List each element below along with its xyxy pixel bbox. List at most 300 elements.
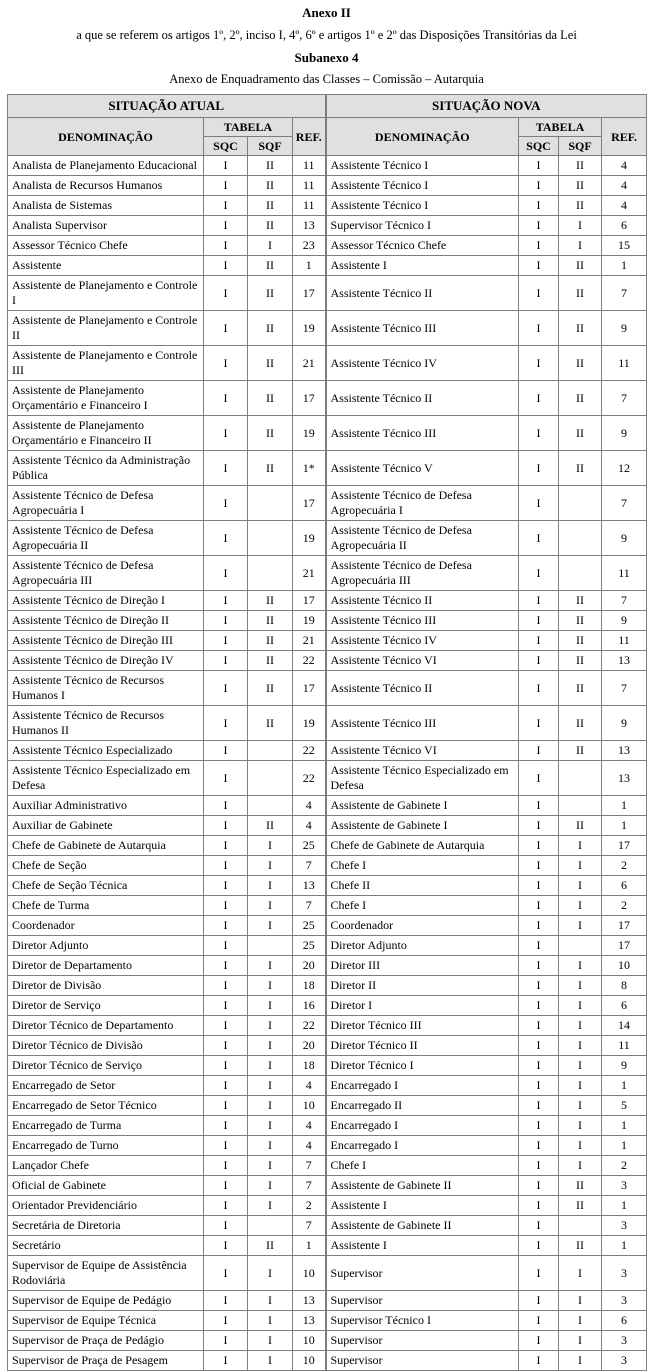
cell-nova-ref: 5 (602, 1096, 647, 1116)
cell-atual-sqf: I (248, 1136, 293, 1156)
cell-atual-ref: 13 (293, 1311, 326, 1331)
document-header (0, 0, 653, 87)
cell-atual-sqc: I (204, 956, 248, 976)
cell-nova-sqf: I (559, 216, 602, 236)
cell-nova-sqc: I (519, 1156, 559, 1176)
cell-nova-sqf: II (559, 416, 602, 451)
cell-nova-denominacao: Assistente Técnico II (326, 381, 519, 416)
cell-atual-sqf: I (248, 1176, 293, 1196)
cell-atual-sqc: I (204, 1311, 248, 1331)
cell-atual-denominacao: Diretor de Departamento (8, 956, 204, 976)
cell-atual-sqf: II (248, 451, 293, 486)
cell-nova-ref: 11 (602, 1036, 647, 1056)
cell-atual-sqf: II (248, 346, 293, 381)
cell-nova-denominacao: Supervisor (326, 1351, 519, 1371)
cell-atual-sqc: I (204, 741, 248, 761)
cell-nova-sqc: I (519, 1176, 559, 1196)
cell-atual-ref: 20 (293, 1036, 326, 1056)
cell-nova-sqf: II (559, 671, 602, 706)
cell-atual-sqc: I (204, 936, 248, 956)
cell-nova-denominacao: Assistente Técnico III (326, 311, 519, 346)
cell-nova-ref: 9 (602, 521, 647, 556)
cell-nova-denominacao: Supervisor Técnico I (326, 216, 519, 236)
table-row (8, 1331, 647, 1351)
cell-atual-denominacao: Secretário (8, 1236, 204, 1256)
cell-nova-denominacao: Diretor Técnico III (326, 1016, 519, 1036)
cell-atual-denominacao: Assistente (8, 256, 204, 276)
cell-atual-ref: 7 (293, 1216, 326, 1236)
table-row (8, 876, 647, 896)
cell-atual-denominacao: Assistente Técnico de Direção III (8, 631, 204, 651)
cell-nova-ref: 11 (602, 631, 647, 651)
cell-atual-denominacao: Supervisor de Praça de Pesagem (8, 1351, 204, 1371)
cell-atual-sqf: I (248, 956, 293, 976)
cell-nova-sqc: I (519, 761, 559, 796)
cell-atual-sqc: I (204, 671, 248, 706)
table-row (8, 216, 647, 236)
cell-nova-ref: 2 (602, 1156, 647, 1176)
cell-atual-denominacao: Supervisor de Equipe Técnica (8, 1311, 204, 1331)
cell-atual-sqf (248, 556, 293, 591)
cell-nova-sqc: I (519, 276, 559, 311)
cell-atual-sqc: I (204, 1076, 248, 1096)
table-row (8, 631, 647, 651)
cell-atual-denominacao: Encarregado de Turma (8, 1116, 204, 1136)
cell-nova-sqc: I (519, 1096, 559, 1116)
cell-nova-ref: 3 (602, 1351, 647, 1371)
cell-nova-denominacao: Chefe I (326, 896, 519, 916)
cell-atual-sqc: I (204, 1331, 248, 1351)
cell-nova-denominacao: Assistente Técnico IV (326, 346, 519, 381)
cell-atual-sqf (248, 936, 293, 956)
cell-nova-denominacao: Supervisor Técnico I (326, 1311, 519, 1331)
table-row (8, 591, 647, 611)
table-row (8, 451, 647, 486)
cell-atual-ref: 2 (293, 1196, 326, 1216)
cell-atual-ref: 17 (293, 671, 326, 706)
cell-atual-denominacao: Diretor Técnico de Divisão (8, 1036, 204, 1056)
cell-nova-sqc: I (519, 256, 559, 276)
table-row (8, 1076, 647, 1096)
cell-nova-ref: 6 (602, 876, 647, 896)
cell-nova-sqc: I (519, 956, 559, 976)
table-row (8, 671, 647, 706)
cell-nova-ref: 14 (602, 1016, 647, 1036)
cell-nova-sqf (559, 936, 602, 956)
cell-nova-ref: 3 (602, 1256, 647, 1291)
table-row (8, 1056, 647, 1076)
table-row (8, 1256, 647, 1291)
cell-nova-ref: 8 (602, 976, 647, 996)
cell-nova-sqf: I (559, 1096, 602, 1116)
table-row (8, 856, 647, 876)
cell-nova-sqc: I (519, 1216, 559, 1236)
cell-nova-ref: 7 (602, 276, 647, 311)
cell-atual-sqf: II (248, 706, 293, 741)
col-header-sqc-atual: SQC (204, 137, 248, 156)
cell-nova-denominacao: Assistente de Gabinete II (326, 1176, 519, 1196)
cell-nova-sqf: II (559, 816, 602, 836)
cell-atual-sqf: I (248, 856, 293, 876)
cell-nova-sqf: II (559, 256, 602, 276)
cell-nova-sqf: I (559, 856, 602, 876)
cell-nova-sqf: I (559, 916, 602, 936)
cell-atual-sqc: I (204, 346, 248, 381)
cell-nova-ref: 13 (602, 741, 647, 761)
cell-nova-sqf: II (559, 196, 602, 216)
table-body (8, 156, 647, 1371)
cell-nova-denominacao: Assistente Técnico de Defesa Agropecuária III (326, 556, 519, 591)
cell-atual-sqc: I (204, 1096, 248, 1116)
table-row (8, 381, 647, 416)
cell-atual-denominacao: Assistente Técnico de Recursos Humanos II (8, 706, 204, 741)
cell-atual-ref: 10 (293, 1256, 326, 1291)
cell-nova-sqc: I (519, 1236, 559, 1256)
cell-atual-sqf: II (248, 816, 293, 836)
cell-nova-sqc: I (519, 896, 559, 916)
cell-nova-sqc: I (519, 1076, 559, 1096)
cell-nova-sqf: II (559, 1196, 602, 1216)
cell-atual-ref: 17 (293, 276, 326, 311)
cell-atual-sqf: II (248, 196, 293, 216)
cell-nova-sqc: I (519, 311, 559, 346)
cell-atual-sqc: I (204, 1236, 248, 1256)
cell-nova-sqc: I (519, 1196, 559, 1216)
cell-nova-sqf: II (559, 451, 602, 486)
cell-atual-ref: 25 (293, 916, 326, 936)
cell-nova-denominacao: Assistente Técnico I (326, 156, 519, 176)
cell-atual-sqc: I (204, 556, 248, 591)
cell-atual-sqc: I (204, 796, 248, 816)
cell-atual-ref: 7 (293, 856, 326, 876)
cell-atual-sqf (248, 741, 293, 761)
cell-atual-ref: 20 (293, 956, 326, 976)
table-row (8, 276, 647, 311)
group-header-situacao-nova: SITUAÇÃO NOVA (326, 95, 647, 118)
table-row (8, 996, 647, 1016)
cell-atual-denominacao: Supervisor de Equipe de Assistência Rodoviária (8, 1256, 204, 1291)
cell-atual-ref: 19 (293, 311, 326, 346)
cell-nova-ref: 7 (602, 486, 647, 521)
cell-atual-denominacao: Assistente Técnico de Direção II (8, 611, 204, 631)
cell-nova-ref: 7 (602, 591, 647, 611)
cell-nova-ref: 1 (602, 1076, 647, 1096)
table-row (8, 196, 647, 216)
table-row (8, 836, 647, 856)
cell-nova-sqf (559, 556, 602, 591)
cell-atual-sqf: I (248, 1156, 293, 1176)
cell-atual-sqf: II (248, 216, 293, 236)
col-header-tabela-nova: TABELA (519, 118, 602, 137)
cell-atual-sqc: I (204, 1116, 248, 1136)
cell-atual-denominacao: Auxiliar de Gabinete (8, 816, 204, 836)
cell-nova-ref: 7 (602, 671, 647, 706)
cell-nova-ref: 9 (602, 706, 647, 741)
cell-nova-denominacao: Supervisor (326, 1331, 519, 1351)
col-header-sqf-nova: SQF (559, 137, 602, 156)
cell-atual-sqf: I (248, 836, 293, 856)
cell-nova-denominacao: Encarregado II (326, 1096, 519, 1116)
cell-nova-ref: 9 (602, 416, 647, 451)
cell-atual-denominacao: Diretor Adjunto (8, 936, 204, 956)
cell-nova-sqf: I (559, 1156, 602, 1176)
cell-nova-sqf (559, 761, 602, 796)
cell-nova-sqc: I (519, 1056, 559, 1076)
cell-atual-ref: 1 (293, 1236, 326, 1256)
cell-atual-sqc: I (204, 611, 248, 631)
cell-nova-sqc: I (519, 176, 559, 196)
cell-atual-sqc: I (204, 816, 248, 836)
cell-atual-ref: 4 (293, 1116, 326, 1136)
cell-atual-denominacao: Secretária de Diretoria (8, 1216, 204, 1236)
enquadramento-table (7, 94, 647, 1371)
table-row (8, 816, 647, 836)
cell-atual-sqc: I (204, 761, 248, 796)
cell-nova-denominacao: Assistente Técnico VI (326, 651, 519, 671)
cell-nova-sqf (559, 1216, 602, 1236)
cell-atual-sqf (248, 796, 293, 816)
cell-atual-denominacao: Auxiliar Administrativo (8, 796, 204, 816)
cell-atual-ref: 10 (293, 1096, 326, 1116)
cell-atual-ref: 25 (293, 936, 326, 956)
cell-nova-sqc: I (519, 381, 559, 416)
cell-nova-sqc: I (519, 521, 559, 556)
cell-nova-denominacao: Assistente de Gabinete I (326, 796, 519, 816)
cell-nova-sqf: I (559, 1116, 602, 1136)
cell-atual-denominacao: Assessor Técnico Chefe (8, 236, 204, 256)
cell-atual-sqf: II (248, 416, 293, 451)
cell-nova-ref: 1 (602, 256, 647, 276)
cell-nova-ref: 3 (602, 1291, 647, 1311)
cell-nova-sqc: I (519, 486, 559, 521)
cell-nova-sqf: I (559, 236, 602, 256)
cell-nova-denominacao: Assistente Técnico IV (326, 631, 519, 651)
cell-atual-denominacao: Assistente Técnico Especializado (8, 741, 204, 761)
cell-nova-ref: 1 (602, 1136, 647, 1156)
cell-atual-sqf: II (248, 671, 293, 706)
cell-nova-ref: 3 (602, 1331, 647, 1351)
cell-nova-ref: 2 (602, 896, 647, 916)
cell-atual-sqf: I (248, 1076, 293, 1096)
cell-nova-denominacao: Assistente de Gabinete I (326, 816, 519, 836)
cell-nova-sqc: I (519, 156, 559, 176)
cell-nova-sqf: II (559, 591, 602, 611)
cell-nova-denominacao: Diretor I (326, 996, 519, 1016)
cell-atual-denominacao: Oficial de Gabinete (8, 1176, 204, 1196)
table-row (8, 486, 647, 521)
table-row (8, 1016, 647, 1036)
cell-nova-ref: 4 (602, 156, 647, 176)
cell-atual-sqf: I (248, 1311, 293, 1331)
table-row (8, 1351, 647, 1371)
cell-atual-sqc: I (204, 216, 248, 236)
table-row (8, 416, 647, 451)
table-row (8, 761, 647, 796)
cell-nova-sqc: I (519, 671, 559, 706)
cell-atual-sqf: II (248, 611, 293, 631)
col-header-tabela-atual: TABELA (204, 118, 293, 137)
cell-atual-denominacao: Coordenador (8, 916, 204, 936)
cell-atual-sqc: I (204, 896, 248, 916)
cell-nova-sqf: I (559, 1136, 602, 1156)
cell-nova-sqf: I (559, 956, 602, 976)
cell-nova-ref: 15 (602, 236, 647, 256)
table-row (8, 256, 647, 276)
cell-nova-denominacao: Assistente Técnico III (326, 706, 519, 741)
table-row (8, 1156, 647, 1176)
cell-atual-sqc: I (204, 451, 248, 486)
cell-atual-sqc: I (204, 1136, 248, 1156)
cell-atual-denominacao: Diretor Técnico de Departamento (8, 1016, 204, 1036)
cell-nova-sqf: I (559, 976, 602, 996)
cell-atual-denominacao: Analista Supervisor (8, 216, 204, 236)
cell-atual-sqc: I (204, 176, 248, 196)
cell-atual-ref: 13 (293, 876, 326, 896)
cell-nova-denominacao: Assistente Técnico II (326, 591, 519, 611)
cell-nova-sqc: I (519, 346, 559, 381)
cell-nova-ref: 1 (602, 1236, 647, 1256)
cell-nova-denominacao: Diretor Adjunto (326, 936, 519, 956)
cell-nova-sqf: I (559, 896, 602, 916)
table-row (8, 936, 647, 956)
cell-atual-ref: 11 (293, 176, 326, 196)
cell-nova-sqf (559, 486, 602, 521)
cell-nova-sqf: I (559, 1056, 602, 1076)
cell-atual-ref: 18 (293, 976, 326, 996)
table-row (8, 1176, 647, 1196)
cell-nova-ref: 1 (602, 816, 647, 836)
cell-atual-sqf: I (248, 1351, 293, 1371)
col-header-sqf-atual: SQF (248, 137, 293, 156)
col-header-denominacao-nova: DENOMINAÇÃO (326, 118, 519, 156)
cell-atual-ref: 4 (293, 1136, 326, 1156)
cell-atual-sqf: I (248, 1291, 293, 1311)
cell-nova-sqc: I (519, 611, 559, 631)
cell-nova-sqf: I (559, 996, 602, 1016)
table-row (8, 346, 647, 381)
subanexo-title: Subanexo 4 (294, 50, 359, 65)
table-row (8, 236, 647, 256)
col-header-denominacao-atual: DENOMINAÇÃO (8, 118, 204, 156)
table-row (8, 156, 647, 176)
cell-nova-sqf: II (559, 1236, 602, 1256)
cell-atual-sqc: I (204, 416, 248, 451)
cell-nova-sqc: I (519, 1036, 559, 1056)
cell-nova-sqf: I (559, 1291, 602, 1311)
table-row (8, 311, 647, 346)
cell-atual-sqf: I (248, 1056, 293, 1076)
cell-nova-denominacao: Diretor Técnico II (326, 1036, 519, 1056)
cell-nova-denominacao: Encarregado I (326, 1136, 519, 1156)
cell-nova-sqf: I (559, 1036, 602, 1056)
cell-atual-denominacao: Assistente Técnico de Defesa Agropecuária I (8, 486, 204, 521)
cell-nova-denominacao: Assistente I (326, 256, 519, 276)
cell-atual-sqf: I (248, 1116, 293, 1136)
cell-nova-denominacao: Supervisor (326, 1256, 519, 1291)
cell-atual-denominacao: Orientador Previdenciário (8, 1196, 204, 1216)
group-header-row (8, 95, 647, 118)
cell-atual-denominacao: Analista de Recursos Humanos (8, 176, 204, 196)
cell-nova-sqc: I (519, 1136, 559, 1156)
cell-nova-denominacao: Assistente Técnico VI (326, 741, 519, 761)
table-row (8, 796, 647, 816)
cell-atual-sqf: I (248, 916, 293, 936)
cell-nova-sqf: I (559, 1076, 602, 1096)
cell-nova-ref: 11 (602, 556, 647, 591)
cell-atual-sqf: II (248, 176, 293, 196)
cell-atual-ref: 7 (293, 1176, 326, 1196)
cell-nova-denominacao: Chefe I (326, 856, 519, 876)
cell-atual-sqc: I (204, 256, 248, 276)
cell-nova-denominacao: Assistente Técnico V (326, 451, 519, 486)
cell-nova-sqc: I (519, 936, 559, 956)
cell-nova-denominacao: Diretor Técnico I (326, 1056, 519, 1076)
cell-atual-sqf: I (248, 876, 293, 896)
cell-nova-denominacao: Chefe de Gabinete de Autarquia (326, 836, 519, 856)
table-row (8, 1136, 647, 1156)
cell-nova-denominacao: Assistente Técnico de Defesa Agropecuária I (326, 486, 519, 521)
cell-atual-ref: 11 (293, 196, 326, 216)
cell-atual-ref: 19 (293, 611, 326, 631)
cell-nova-denominacao: Encarregado I (326, 1116, 519, 1136)
table-row (8, 1236, 647, 1256)
cell-atual-sqc: I (204, 976, 248, 996)
cell-nova-ref: 1 (602, 1196, 647, 1216)
table-row (8, 556, 647, 591)
cell-nova-denominacao: Coordenador (326, 916, 519, 936)
cell-atual-ref: 10 (293, 1331, 326, 1351)
cell-atual-denominacao: Chefe de Turma (8, 896, 204, 916)
cell-nova-sqf: I (559, 1311, 602, 1331)
cell-nova-ref: 3 (602, 1176, 647, 1196)
cell-atual-sqc: I (204, 1196, 248, 1216)
cell-atual-denominacao: Assistente Técnico de Direção IV (8, 651, 204, 671)
cell-atual-denominacao: Diretor de Serviço (8, 996, 204, 1016)
cell-nova-sqf: II (559, 311, 602, 346)
cell-atual-sqf: I (248, 1096, 293, 1116)
cell-atual-sqc: I (204, 1351, 248, 1371)
cell-nova-ref: 1 (602, 796, 647, 816)
cell-nova-ref: 17 (602, 936, 647, 956)
cell-nova-denominacao: Assistente Técnico I (326, 196, 519, 216)
cell-atual-ref: 22 (293, 651, 326, 671)
cell-nova-sqf: II (559, 741, 602, 761)
cell-nova-sqf: I (559, 1331, 602, 1351)
table-row (8, 916, 647, 936)
cell-nova-denominacao: Assistente Técnico de Defesa Agropecuária II (326, 521, 519, 556)
cell-atual-sqc: I (204, 276, 248, 311)
cell-nova-sqc: I (519, 836, 559, 856)
cell-nova-sqf: I (559, 836, 602, 856)
cell-nova-sqf: I (559, 1016, 602, 1036)
cell-nova-sqc: I (519, 916, 559, 936)
cell-nova-denominacao: Assistente I (326, 1196, 519, 1216)
cell-nova-sqc: I (519, 451, 559, 486)
cell-atual-sqc: I (204, 196, 248, 216)
cell-atual-denominacao: Chefe de Seção Técnica (8, 876, 204, 896)
cell-atual-sqf (248, 486, 293, 521)
cell-nova-sqf: II (559, 276, 602, 311)
cell-atual-sqf: I (248, 896, 293, 916)
cell-nova-sqf: II (559, 176, 602, 196)
cell-atual-denominacao: Assistente Técnico de Recursos Humanos I (8, 671, 204, 706)
cell-nova-sqc: I (519, 556, 559, 591)
cell-nova-sqc: I (519, 996, 559, 1016)
cell-atual-denominacao: Supervisor de Equipe de Pedágio (8, 1291, 204, 1311)
cell-nova-sqc: I (519, 236, 559, 256)
cell-nova-ref: 9 (602, 1056, 647, 1076)
cell-nova-ref: 12 (602, 451, 647, 486)
